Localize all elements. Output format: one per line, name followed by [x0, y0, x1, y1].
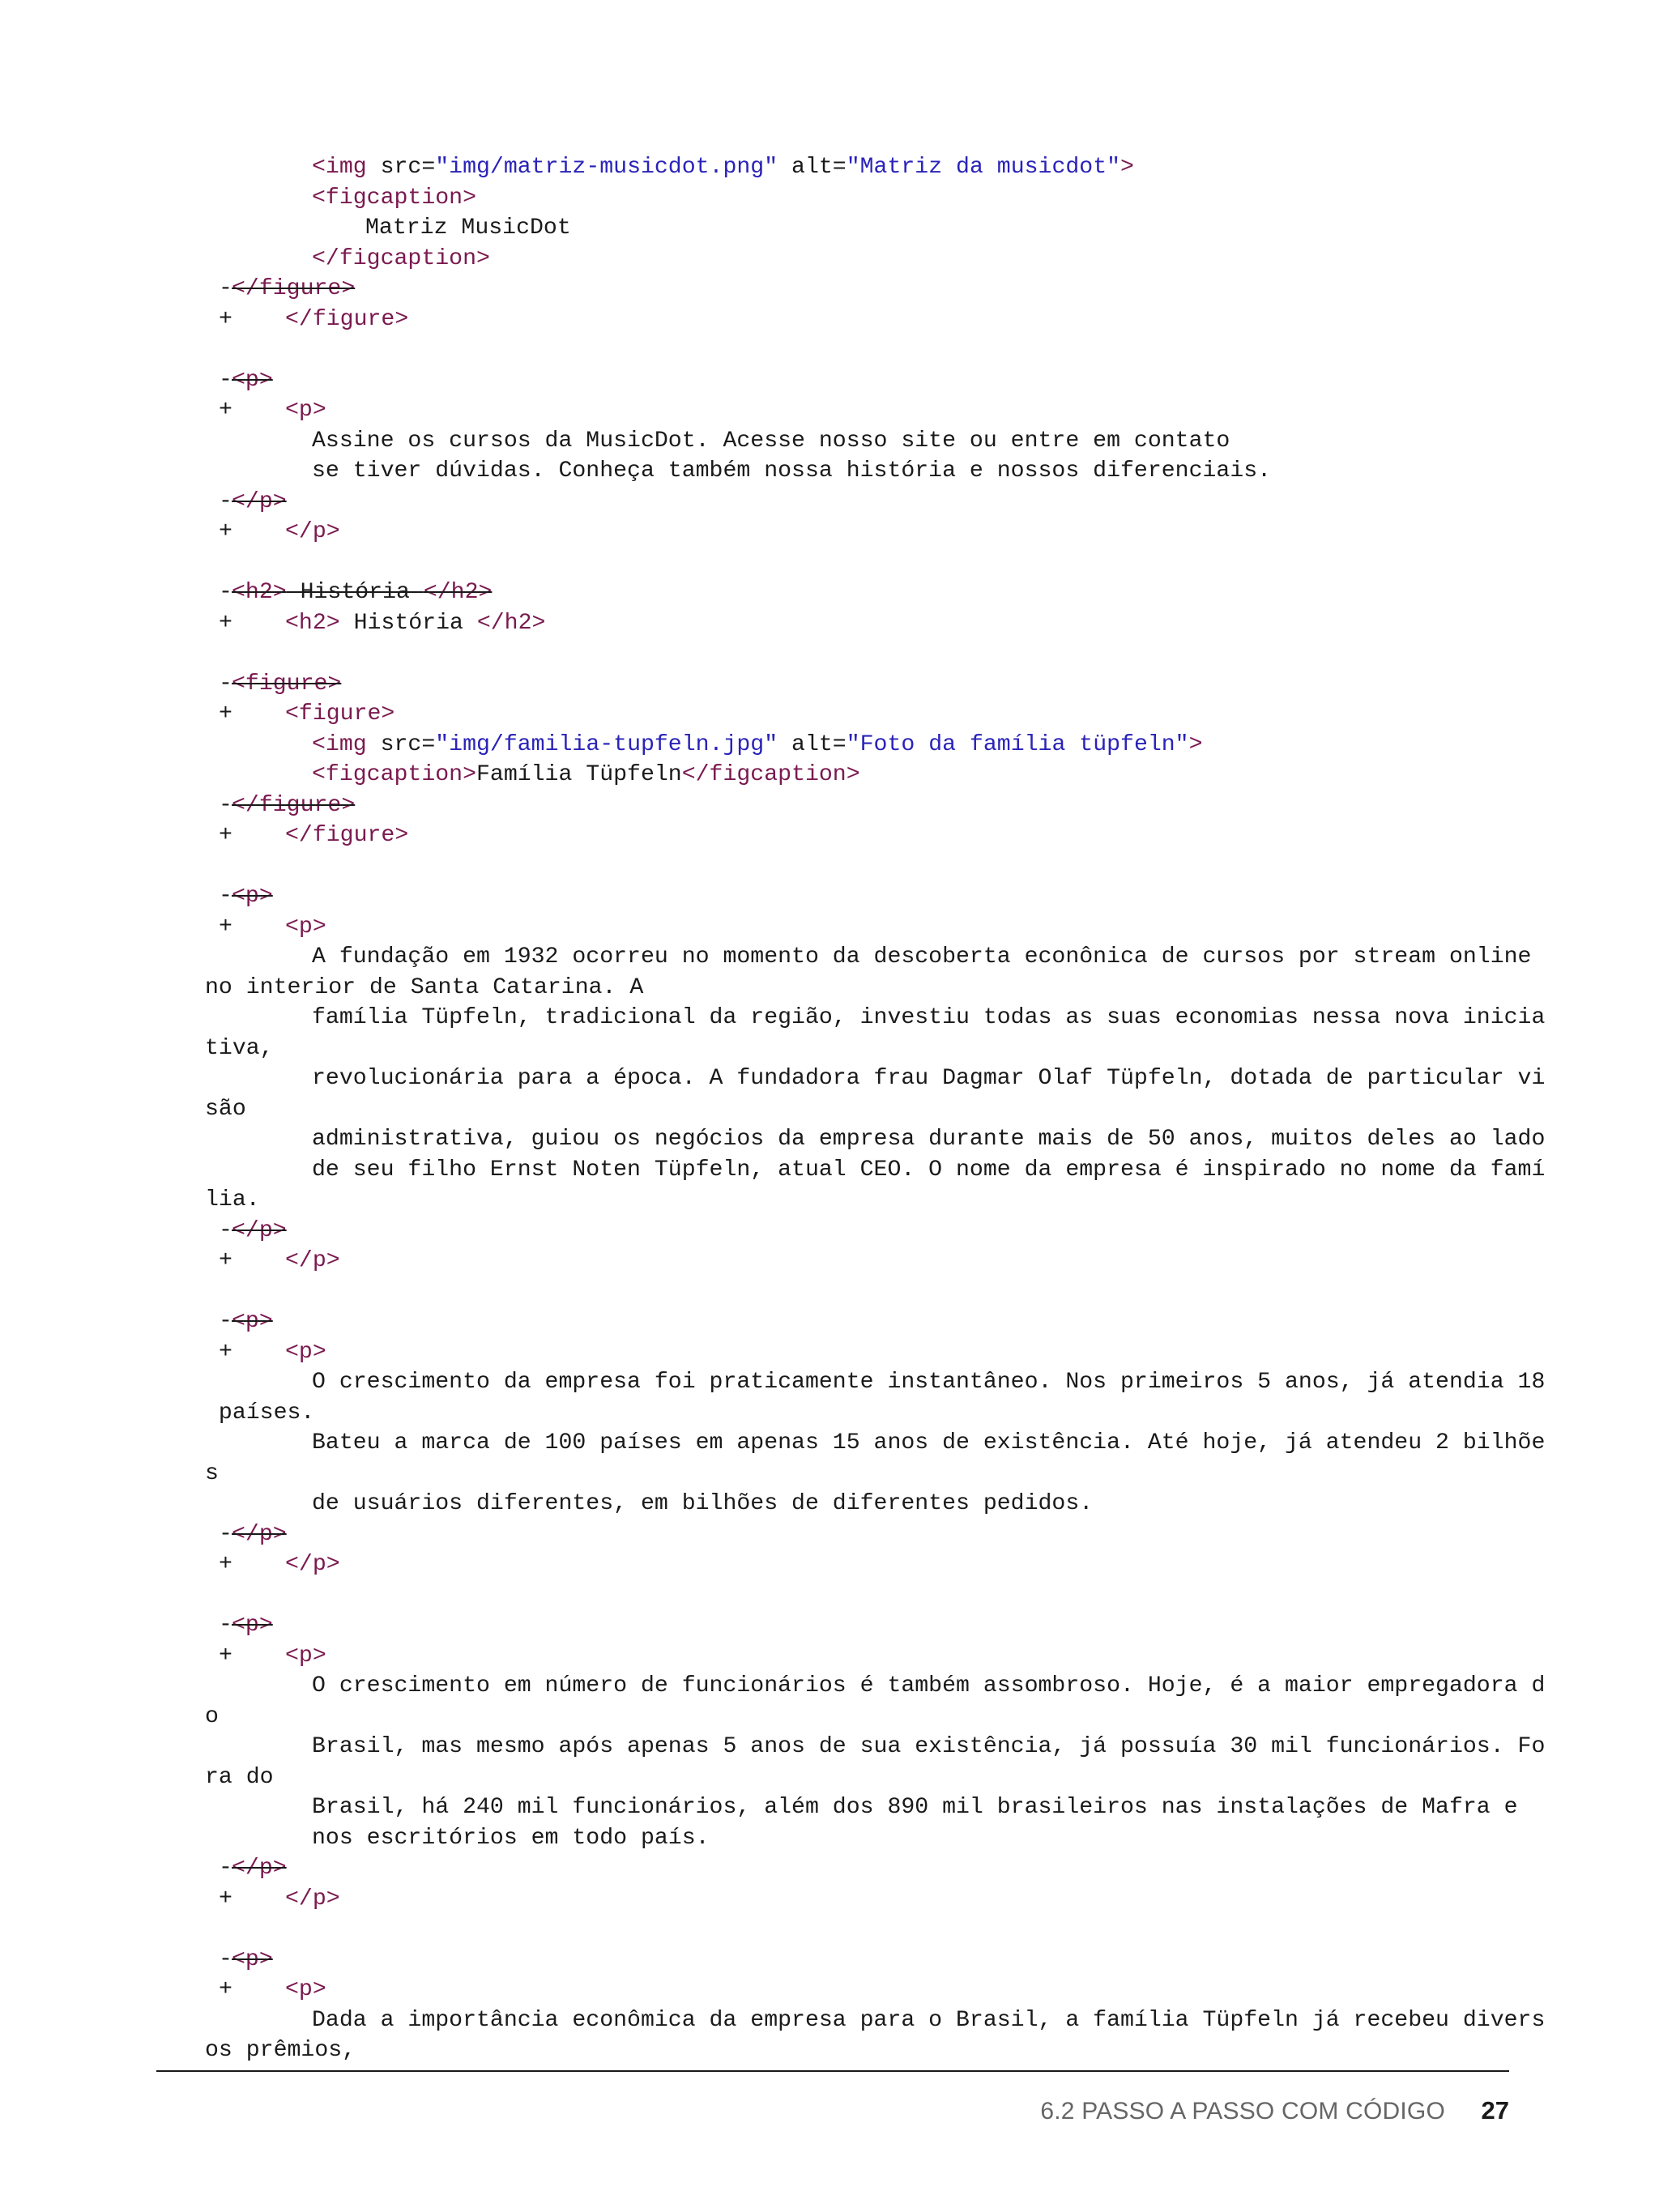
p-open-tag-added: <p>	[285, 914, 326, 940]
diff-added-line: + </p>	[154, 517, 1531, 548]
p-close-tag-removed: </p>	[232, 1856, 287, 1881]
code-line	[154, 1063, 1546, 1094]
code-line	[154, 244, 1531, 275]
code-listing	[154, 152, 1546, 2066]
paragraph-text: Brasil, mas mesmo após apenas 5 anos de sua existência, já possuía 30 mil funcionários. Fo	[312, 1734, 1546, 1759]
figcaption-open-tag: <figcaption>	[312, 185, 476, 211]
p-open-tag-removed: <p>	[232, 884, 273, 909]
paragraph-text: ra do	[205, 1764, 274, 1790]
code-line	[154, 1155, 1546, 1186]
paragraph-text: os prêmios,	[205, 2038, 356, 2063]
paragraph-text: s	[205, 1460, 219, 1486]
code-line	[154, 2035, 1531, 2066]
blank-line	[154, 851, 1531, 882]
paragraph-lines	[154, 942, 1546, 1216]
diff-added-line: + </figure>	[154, 820, 1531, 851]
diff-removed-line: - <p>	[154, 881, 1531, 912]
code-line	[154, 1489, 1531, 1519]
paragraph-lines	[154, 2005, 1546, 2066]
figure-close-tag-removed: </figure>	[232, 792, 356, 818]
diff-added-line: + <p>	[154, 1975, 1531, 2005]
blank-line	[154, 335, 1531, 365]
figcaption-line: <figcaption>Família Tüpfeln</figcaption>	[312, 762, 860, 787]
paragraph-text: O crescimento em número de funcionários é também assombroso. Hoje, é a maior empregadora d	[312, 1673, 1546, 1698]
p-close-tag-added: </p>	[285, 1552, 340, 1577]
diff-removed-line: - </p>	[154, 1519, 1531, 1550]
code-line	[154, 2005, 1546, 2036]
diff-added-line: + <figure>	[154, 699, 1531, 730]
code-line	[154, 1792, 1531, 1823]
paragraph-text: nos escritórios em todo país.	[312, 1825, 710, 1851]
p-close-tag-added: </p>	[285, 1248, 340, 1273]
code-line	[154, 1094, 1531, 1125]
running-footer-section: 6.2 PASSO A PASSO COM CÓDIGO	[1040, 2098, 1445, 2125]
p-close-tag-removed: </p>	[232, 488, 287, 514]
p-open-tag-added: <p>	[285, 1643, 326, 1669]
p-open-tag-added: <p>	[285, 1339, 326, 1365]
p-open-tag-removed: <p>	[232, 367, 273, 393]
figcaption-close-tag: </figcaption>	[312, 245, 490, 271]
code-line	[154, 456, 1531, 487]
figure-open-tag-removed: <figure>	[232, 671, 342, 697]
figure-close-tag-added: </figure>	[285, 306, 409, 332]
blank-line	[154, 1580, 1531, 1611]
blank-line	[154, 638, 1531, 669]
h2-added: <h2> História </h2>	[285, 610, 546, 636]
p-open-tag-added: <p>	[285, 1977, 326, 2002]
p-close-tag-added: </p>	[285, 519, 340, 544]
code-line	[154, 1428, 1546, 1459]
paragraph-text: família Tüpfeln, tradicional da região, investiu todas as suas economias nessa nova inicia	[312, 1005, 1546, 1030]
code-line	[154, 730, 1531, 761]
code-line	[154, 1003, 1546, 1034]
code-line	[154, 152, 1531, 183]
diff-removed-line: - <p>	[154, 365, 1531, 396]
code-line	[154, 1459, 1531, 1490]
code-line	[154, 1762, 1531, 1793]
code-line	[154, 1702, 1531, 1733]
paragraph-text: o	[205, 1703, 219, 1729]
code-line	[154, 1034, 1531, 1064]
img-tag-line: <img src="img/matriz-musicdot.png" alt="Matriz da musicdot">	[312, 155, 1134, 180]
diff-added-line: + <p>	[154, 395, 1531, 426]
paragraph-text: se tiver dúvidas. Conheça também nossa história e nossos diferenciais.	[312, 458, 1272, 484]
blank-line	[154, 548, 1531, 578]
figcaption-text: Matriz MusicDot	[365, 215, 571, 241]
p-open-tag-removed: <p>	[232, 1613, 273, 1638]
paragraph-lines	[154, 1367, 1546, 1519]
diff-added-line: + <p>	[154, 912, 1531, 943]
blank-line	[154, 1914, 1531, 1945]
code-line	[154, 1398, 1531, 1429]
code-line	[154, 973, 1531, 1004]
paragraph-lines	[154, 1671, 1546, 1853]
diff-removed-line: - <figure>	[154, 669, 1531, 700]
paragraph-text: A fundação em 1932 ocorreu no momento da descoberta econônica de cursos por stream online	[312, 944, 1532, 970]
code-line	[154, 1367, 1546, 1398]
diff-removed-line: - <p>	[154, 1306, 1531, 1337]
paragraph-text: países.	[205, 1400, 315, 1426]
code-line	[154, 183, 1531, 214]
paragraph-text: de usuários diferentes, em bilhões de diferentes pedidos.	[312, 1491, 1094, 1516]
figure-open-tag-added: <figure>	[285, 701, 395, 727]
code-line	[154, 1671, 1546, 1702]
diff-added-line: + <p>	[154, 1641, 1531, 1672]
diff-added-line: + </figure>	[154, 305, 1531, 335]
p-open-tag-removed: <p>	[232, 1946, 273, 1972]
paragraph-text: Dada a importância econômica da empresa para o Brasil, a família Tüpfeln já recebeu divers	[312, 2007, 1546, 2033]
blank-line	[154, 1276, 1531, 1307]
paragraph-text: Brasil, há 240 mil funcionários, além dos 890 mil brasileiros nas instalações de Mafra e	[312, 1795, 1518, 1820]
code-line	[154, 942, 1531, 973]
diff-removed-line: - </figure>	[154, 274, 1531, 305]
code-line	[154, 426, 1531, 457]
p-close-tag-removed: </p>	[232, 1217, 287, 1243]
h2-removed: <h2> História </h2>	[232, 580, 493, 605]
diff-removed-line: - <p>	[154, 1945, 1531, 1975]
code-line	[154, 1124, 1546, 1155]
diff-removed-line: - </figure>	[154, 791, 1531, 821]
diff-added-line: + </p>	[154, 1549, 1531, 1580]
paragraph-text: de seu filho Ernst Noten Tüpfeln, atual CEO. O nome da empresa é inspirado no nome da famí	[312, 1157, 1546, 1183]
paragraph-text: tiva,	[205, 1035, 274, 1061]
p-open-tag-added: <p>	[285, 398, 326, 423]
code-line	[154, 760, 1531, 791]
diff-removed-line: - <h2> História </h2>	[154, 578, 1531, 608]
paragraph-text: Assine os cursos da MusicDot. Acesse nosso site ou entre em contato	[312, 428, 1230, 454]
paragraph-text: O crescimento da empresa foi praticamente instantâneo. Nos primeiros 5 anos, já atendia 18	[312, 1370, 1546, 1395]
diff-removed-line: - </p>	[154, 1853, 1531, 1884]
diff-added-line: + </p>	[154, 1884, 1531, 1915]
img-tag-line: <img src="img/familia-tupfeln.jpg" alt="Foto da família tüpfeln">	[312, 731, 1203, 757]
code-line	[154, 1732, 1546, 1762]
diff-removed-line: - <p>	[154, 1610, 1531, 1641]
figure-close-tag-removed: </figure>	[232, 276, 356, 301]
diff-removed-line: - </p>	[154, 487, 1531, 518]
paragraph-text: administrativa, guiou os negócios da empresa durante mais de 50 anos, muitos deles ao lado	[312, 1127, 1546, 1152]
code-line	[154, 213, 1531, 244]
paragraph-text: Bateu a marca de 100 países em apenas 15 anos de existência. Até hoje, já atendeu 2 bilhõe	[312, 1430, 1546, 1455]
p-open-tag-removed: <p>	[232, 1309, 273, 1334]
code-line	[154, 1185, 1531, 1216]
diff-removed-line: - </p>	[154, 1216, 1531, 1247]
diff-added-line: + <h2> História </h2>	[154, 608, 1531, 639]
footer-divider	[156, 2070, 1509, 2072]
p-close-tag-removed: </p>	[232, 1521, 287, 1547]
diff-added-line: + <p>	[154, 1337, 1531, 1368]
figure-close-tag-added: </figure>	[285, 823, 409, 848]
paragraph-text: lia.	[205, 1187, 260, 1213]
paragraph-text: no interior de Santa Catarina. A	[205, 974, 644, 1000]
paragraph-text: são	[205, 1096, 246, 1122]
p-close-tag-added: </p>	[285, 1886, 340, 1912]
paragraph-text: revolucionária para a época. A fundadora frau Dagmar Olaf Tüpfeln, dotada de particular vi	[312, 1066, 1546, 1091]
code-line	[154, 1823, 1531, 1854]
diff-added-line: + </p>	[154, 1246, 1531, 1276]
page-number: 27	[1481, 2096, 1509, 2125]
